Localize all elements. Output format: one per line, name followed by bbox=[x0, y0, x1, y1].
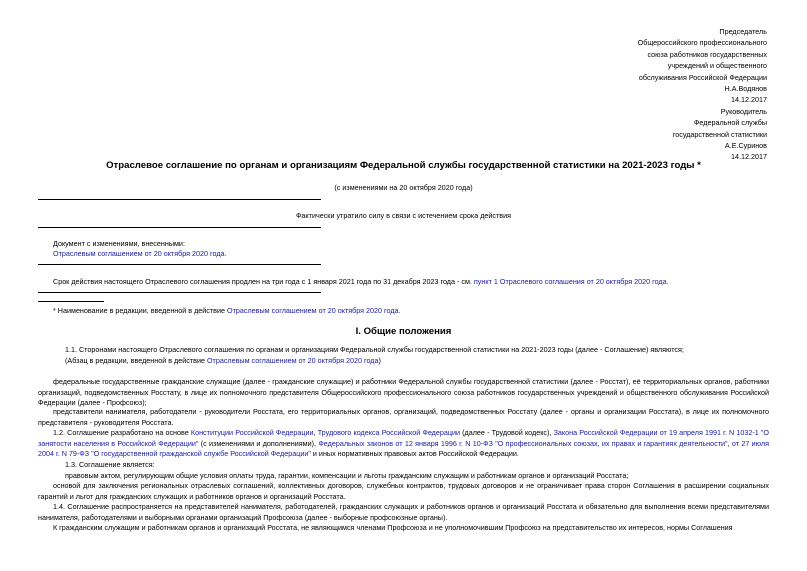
p12-text: и иных нормативных правовых актов Российской Федерации. bbox=[312, 449, 519, 459]
paragraph-last: К гражданским служащим и работникам органов и организаций Росстата, не являющимся членами Профсоюза и не уполномочившим Профсоюз на представительство их интересов, нормы Соглашения bbox=[53, 523, 733, 532]
approval-line: 14.12.2017 bbox=[731, 95, 767, 105]
approval-line: 14.12.2017 bbox=[731, 152, 767, 162]
divider bbox=[38, 264, 321, 265]
p12-text: (с изменениями и дополнениями), bbox=[200, 438, 317, 448]
divider bbox=[38, 199, 321, 200]
divider bbox=[38, 227, 321, 228]
approval-line: Руководитель bbox=[720, 106, 767, 116]
footnote-text: * Наименование в редакции, введенной в действие bbox=[53, 306, 226, 315]
paragraph-1-1: 1.1. Сторонами настоящего Отраслевого соглашения по органам и организациям Федеральной службы государственной статистики на 2021-2023 годы (далее - Соглашение) являются; bbox=[65, 345, 684, 354]
note-text: (Абзац в редакции, введенной в действие bbox=[65, 356, 205, 365]
changes-link[interactable]: Отраслевым соглашением от 20 октября 2020 года. bbox=[53, 249, 227, 258]
approval-line: союза работников государственных bbox=[647, 49, 767, 59]
note-end: ) bbox=[378, 356, 381, 365]
document-subtitle: (с изменениями на 20 октября 2020 года) bbox=[334, 183, 473, 192]
paragraph-1-2 bbox=[38, 428, 769, 460]
paragraph-1-3-b: основой для заключения региональных отраслевых соглашений, коллективных договоров, служебных контрактов, трудовых договоров и не ограничивает права сторон Соглашения в расширении социальных гарантий и льгот для гражданских служащих и работников органов и организаций Росстата. bbox=[38, 481, 769, 501]
p12-link-labor-code[interactable]: Трудового кодекса Российской Федерации bbox=[317, 428, 460, 437]
extension-note bbox=[53, 277, 669, 287]
p12-text: , bbox=[727, 438, 730, 448]
approval-line: Общероссийского профессионального bbox=[637, 38, 767, 48]
p12-text: 1.2. Соглашение разработано на основе bbox=[53, 428, 189, 437]
footnote-link[interactable]: Отраслевым соглашением от 20 октября 2020 года. bbox=[227, 306, 401, 315]
extension-link[interactable]: пункт 1 Отраслевого соглашения от 20 октября 2020 года. bbox=[473, 277, 669, 286]
p12-link-employment-law[interactable]: Закона Российской Федерации от 19 апреля 1991 г. N 1032-1 "О занятости населения в Российской Федерации" bbox=[38, 428, 770, 448]
paragraph-employees: федеральные государственные гражданские служащие (далее - гражданские служащие) и работники Федеральной службы государственной статистики (далее - Росстат), её территориальных органов, работники организаций, подведомственных Росстату, в лице их полномочного представителя Общероссийского профессионального союза работников государственных учреждений и общественного обслуживания Российской Федерации (далее - Профсоюз); bbox=[38, 377, 769, 408]
paragraph-1-3: 1.3. Соглашение является: bbox=[65, 460, 155, 469]
divider bbox=[38, 292, 321, 293]
approval-line: Председатель bbox=[719, 27, 767, 36]
paragraph-1-3-a: правовым актом, регулирующим общие условия оплаты труда, гарантии, компенсации и льготы гражданским служащим и работникам органов и организаций Росстата; bbox=[65, 471, 629, 480]
footnote bbox=[53, 306, 401, 316]
approval-line: обслуживания Российской Федерации bbox=[638, 72, 767, 82]
p12-text: (далее - Трудовой кодекс), bbox=[462, 428, 552, 437]
status-note: Фактически утратило силу в связи с истечением срока действия bbox=[295, 211, 512, 220]
approval-line: А.Е.Суринов bbox=[724, 141, 767, 151]
approval-line: Н.А.Водянов bbox=[724, 84, 767, 94]
approval-line: учреждений и общественного bbox=[667, 61, 767, 71]
approval-line: государственной статистики bbox=[672, 129, 767, 139]
note-link[interactable]: Отраслевым соглашением от 20 октября 2020 года bbox=[206, 356, 379, 365]
document-title: Отраслевое соглашение по органам и организациям Федеральной службы государственной статистики на 2021-2023 годы * bbox=[106, 160, 701, 171]
paragraph-1-4: 1.4. Соглашение распространяется на представителей нанимателя, работодателей, гражданских служащих и работников органов и организаций Росстата и обязательно для выполнения всеми представителями нанимателя, работодателями и выборными органами организаций Профсоюза (далее - выборные профсоюзные органы). bbox=[38, 502, 769, 522]
p12-link-constitution[interactable]: Конституции Российской Федерации bbox=[190, 428, 314, 437]
paragraph-1-1-note bbox=[53, 356, 769, 367]
approval-line: Федеральной службы bbox=[693, 118, 767, 128]
section-title: I. Общие положения bbox=[355, 326, 452, 337]
changes-label: Документ с изменениями, внесенными: bbox=[53, 239, 185, 248]
paragraph-employers: представители нанимателя, работодатели - руководители Росстата, его территориальных органов, организаций, подведомственных Росстату (далее - органы и организации Росстата), в лице их полномочного представителя - руководителя Росстата. bbox=[38, 407, 769, 427]
p12-link-civil-service-law[interactable]: от 27 июля 2004 г. N 79-ФЗ "О государственной гражданской службе Российской Федерации" bbox=[38, 438, 769, 459]
approval-block bbox=[547, 26, 767, 163]
footnote-divider bbox=[38, 301, 104, 302]
p12-text: , bbox=[313, 428, 316, 437]
p12-link-unions-law[interactable]: Федеральных законов от 12 января 1996 г. N 10-ФЗ "О профессиональных союзах, их правах и гарантиях деятельности" bbox=[318, 438, 728, 448]
extension-text: Срок действия настоящего Отраслевого соглашения продлен на три года с 1 января 2021 года по 31 декабря 2023 года - см. bbox=[53, 277, 472, 286]
